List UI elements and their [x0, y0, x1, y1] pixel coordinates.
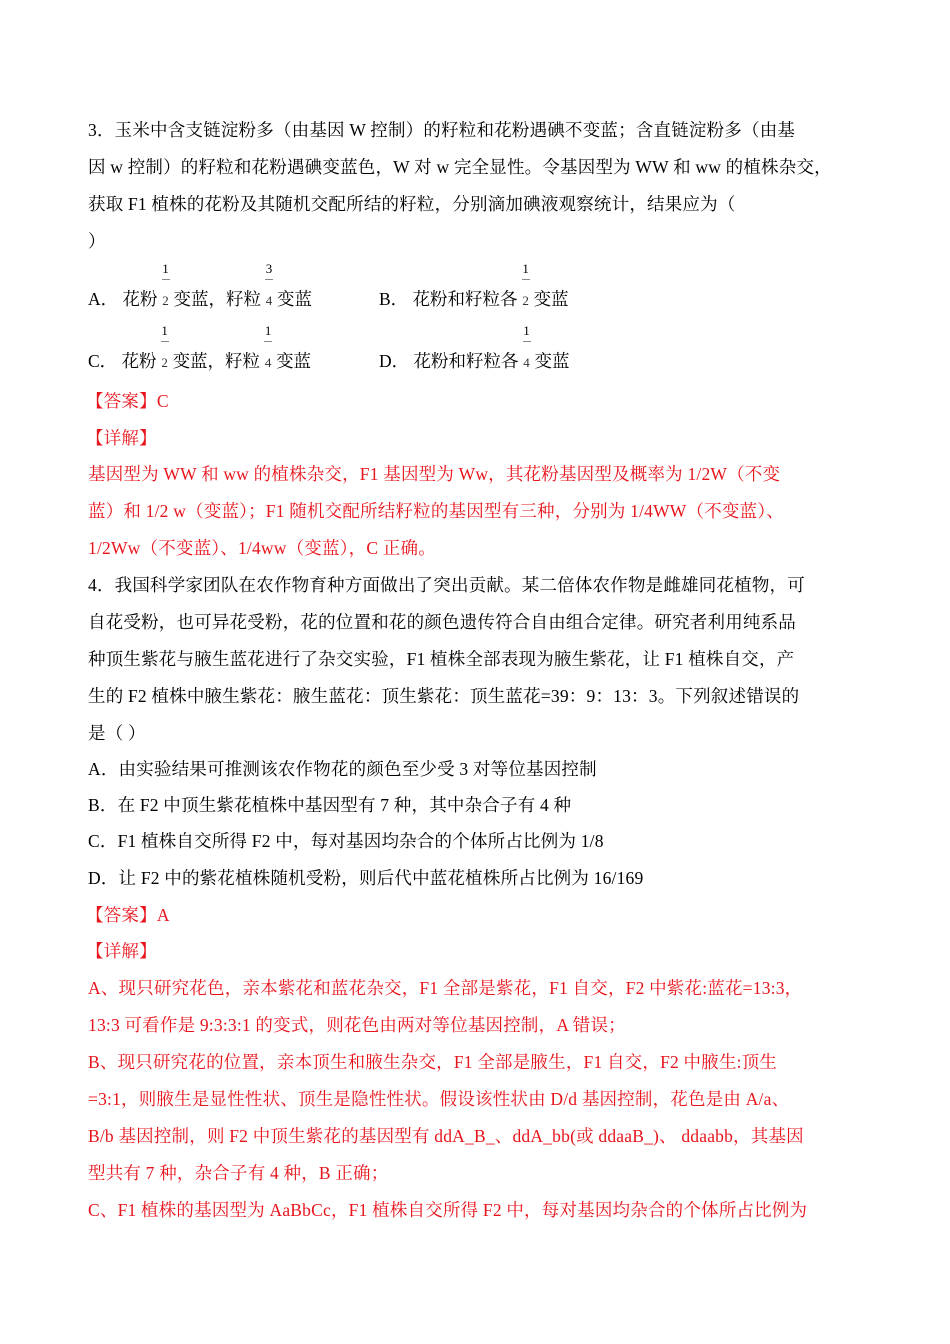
option-label: A．	[88, 289, 119, 309]
fraction-numerator: 1	[523, 323, 530, 338]
option-text: 变蓝	[276, 351, 312, 371]
fraction-denominator: 2	[162, 293, 169, 308]
option-text: 花粉	[122, 289, 158, 309]
fraction-numerator: 3	[265, 261, 273, 276]
q3-detail-line-1: 基因型为 WW 和 ww 的植株杂交，F1 基因型为 Ww，其花粉基因型及概率为 1/2W（不变	[88, 464, 781, 484]
fraction-numerator: 1	[161, 323, 168, 338]
option-text: 变蓝，籽粒	[173, 289, 262, 309]
q4-detail-line-4: =3:1，则腋生是显性性状、顶生是隐性性状。假设该性状由 D/d 基因控制，花色是由 A/a、	[88, 1089, 790, 1109]
option-label: B．	[379, 289, 409, 309]
q4-detail-line-5: B/b 基因控制，则 F2 中顶生紫花的基因型有 ddA_B_、ddA_bb(或 ddaaB_)、 ddaabb，其基因	[88, 1126, 804, 1146]
q3-stem-line-2: 因 w 控制）的籽粒和花粉遇碘变蓝色，W 对 w 完全显性。令基因型为 WW 和 ww 的植株杂交，	[88, 157, 832, 177]
fraction	[520, 261, 532, 312]
fraction-denominator: 2	[161, 355, 168, 370]
q4-detail-line-6: 型共有 7 种，杂合子有 4 种，B 正确；	[88, 1163, 389, 1183]
answer-value: A	[156, 905, 170, 925]
option-text: 变蓝，籽粒	[172, 351, 261, 371]
q4-detail-line-2: 13:3 可看作是 9:3:3:1 的变式，则花色由两对等位基因控制，A 错误；	[88, 1015, 626, 1035]
answer-tag: 【答案】	[86, 905, 157, 925]
q3-option-c	[88, 323, 312, 374]
option-text: 花粉和籽粒各	[413, 351, 519, 371]
q4-stem-line-3: 种顶生紫花与腋生蓝花进行了杂交实验，F1 植株全部表现为腋生紫花，让 F1 植株自交，产	[88, 649, 795, 669]
option-label: C．	[88, 351, 118, 371]
fraction-bar	[162, 279, 170, 280]
fraction-denominator: 4	[264, 355, 272, 370]
q4-detail-line-1: A、现只研究花色，亲本紫花和蓝花杂交，F1 全部是紫花，F1 自交，F2 中紫花:蓝花=13:3，	[88, 978, 803, 998]
q4-stem-line-5: 是（ ）	[88, 723, 146, 743]
fraction-denominator: 4	[523, 355, 530, 370]
q3-option-d	[379, 323, 570, 374]
q3-answer	[86, 390, 169, 412]
fraction-denominator: 4	[265, 293, 273, 308]
fraction	[521, 323, 533, 374]
q4-option-a: A．由实验结果可推测该农作物花的颜色至少受 3 对等位基因控制	[88, 759, 597, 779]
option-text: 变蓝	[534, 351, 570, 371]
q4-detail-tag: 【详解】	[86, 941, 157, 961]
fraction	[262, 323, 274, 374]
option-text: 花粉	[121, 351, 157, 371]
option-text: 变蓝	[533, 289, 569, 309]
fraction-numerator: 1	[162, 261, 169, 276]
q4-detail-line-3: B、现只研究花的位置，亲本顶生和腋生杂交，F1 全部是腋生，F1 自交，F2 中腋生:顶生	[88, 1052, 778, 1072]
q4-option-d: D．让 F2 中的紫花植株随机受粉，则后代中蓝花植株所占比例为 16/169	[88, 868, 644, 888]
q3-detail-tag: 【详解】	[86, 428, 157, 448]
q4-stem-line-2: 自花受粉，也可异花受粉，花的位置和花的颜色遗传符合自由组合定律。研究者利用纯系品	[88, 612, 796, 632]
q4-option-c: C．F1 植株自交所得 F2 中，每对基因均杂合的个体所占比例为 1/8	[88, 831, 604, 851]
option-text: 变蓝	[277, 289, 313, 309]
q3-option-b	[379, 261, 569, 312]
option-label: D．	[379, 351, 410, 371]
fraction	[263, 261, 275, 312]
q3-detail-line-3: 1/2Ww（不变蓝）、1/4ww（变蓝），C 正确。	[88, 538, 436, 558]
fraction	[160, 261, 172, 312]
q3-stem-line-1: 3．玉米中含支链淀粉多（由基因 W 控制）的籽粒和花粉遇碘不变蓝；含直链淀粉多（由基	[88, 120, 796, 140]
fraction-denominator: 2	[522, 293, 529, 308]
fraction-bar	[522, 279, 530, 280]
fraction-bar	[264, 341, 272, 342]
option-text: 花粉和籽粒各	[412, 289, 518, 309]
q3-option-a	[88, 261, 313, 312]
answer-value: C	[156, 391, 169, 411]
fraction	[159, 323, 171, 374]
q4-detail-line-7: C、F1 植株的基因型为 AaBbCc，F1 植株自交所得 F2 中，每对基因均杂合的个体所占比例为	[88, 1200, 808, 1220]
q4-answer	[86, 904, 170, 926]
q3-stem-line-4: ）	[88, 231, 106, 251]
q3-stem-line-3: 获取 F1 植株的花粉及其随机交配所结的籽粒，分别滴加碘液观察统计，结果应为（	[88, 194, 736, 214]
answer-tag: 【答案】	[86, 391, 157, 411]
q4-stem-line-4: 生的 F2 植株中腋生紫花：腋生蓝花：顶生紫花：顶生蓝花=39：9：13：3。下列叙述错误的	[88, 686, 800, 706]
fraction-numerator: 1	[522, 261, 529, 276]
fraction-bar	[523, 341, 531, 342]
fraction-bar	[161, 341, 169, 342]
q4-option-b: B．在 F2 中顶生紫花植株中基因型有 7 种，其中杂合子有 4 种	[88, 795, 572, 815]
q4-stem-line-1: 4．我国科学家团队在农作物育种方面做出了突出贡献。某二倍体农作物是雌雄同花植物，可	[88, 575, 805, 595]
q3-detail-line-2: 蓝）和 1/2 w（变蓝）；F1 随机交配所结籽粒的基因型有三种，分别为 1/4WW（不变蓝）、	[88, 501, 784, 521]
fraction-numerator: 1	[264, 323, 272, 338]
fraction-bar	[265, 279, 273, 280]
